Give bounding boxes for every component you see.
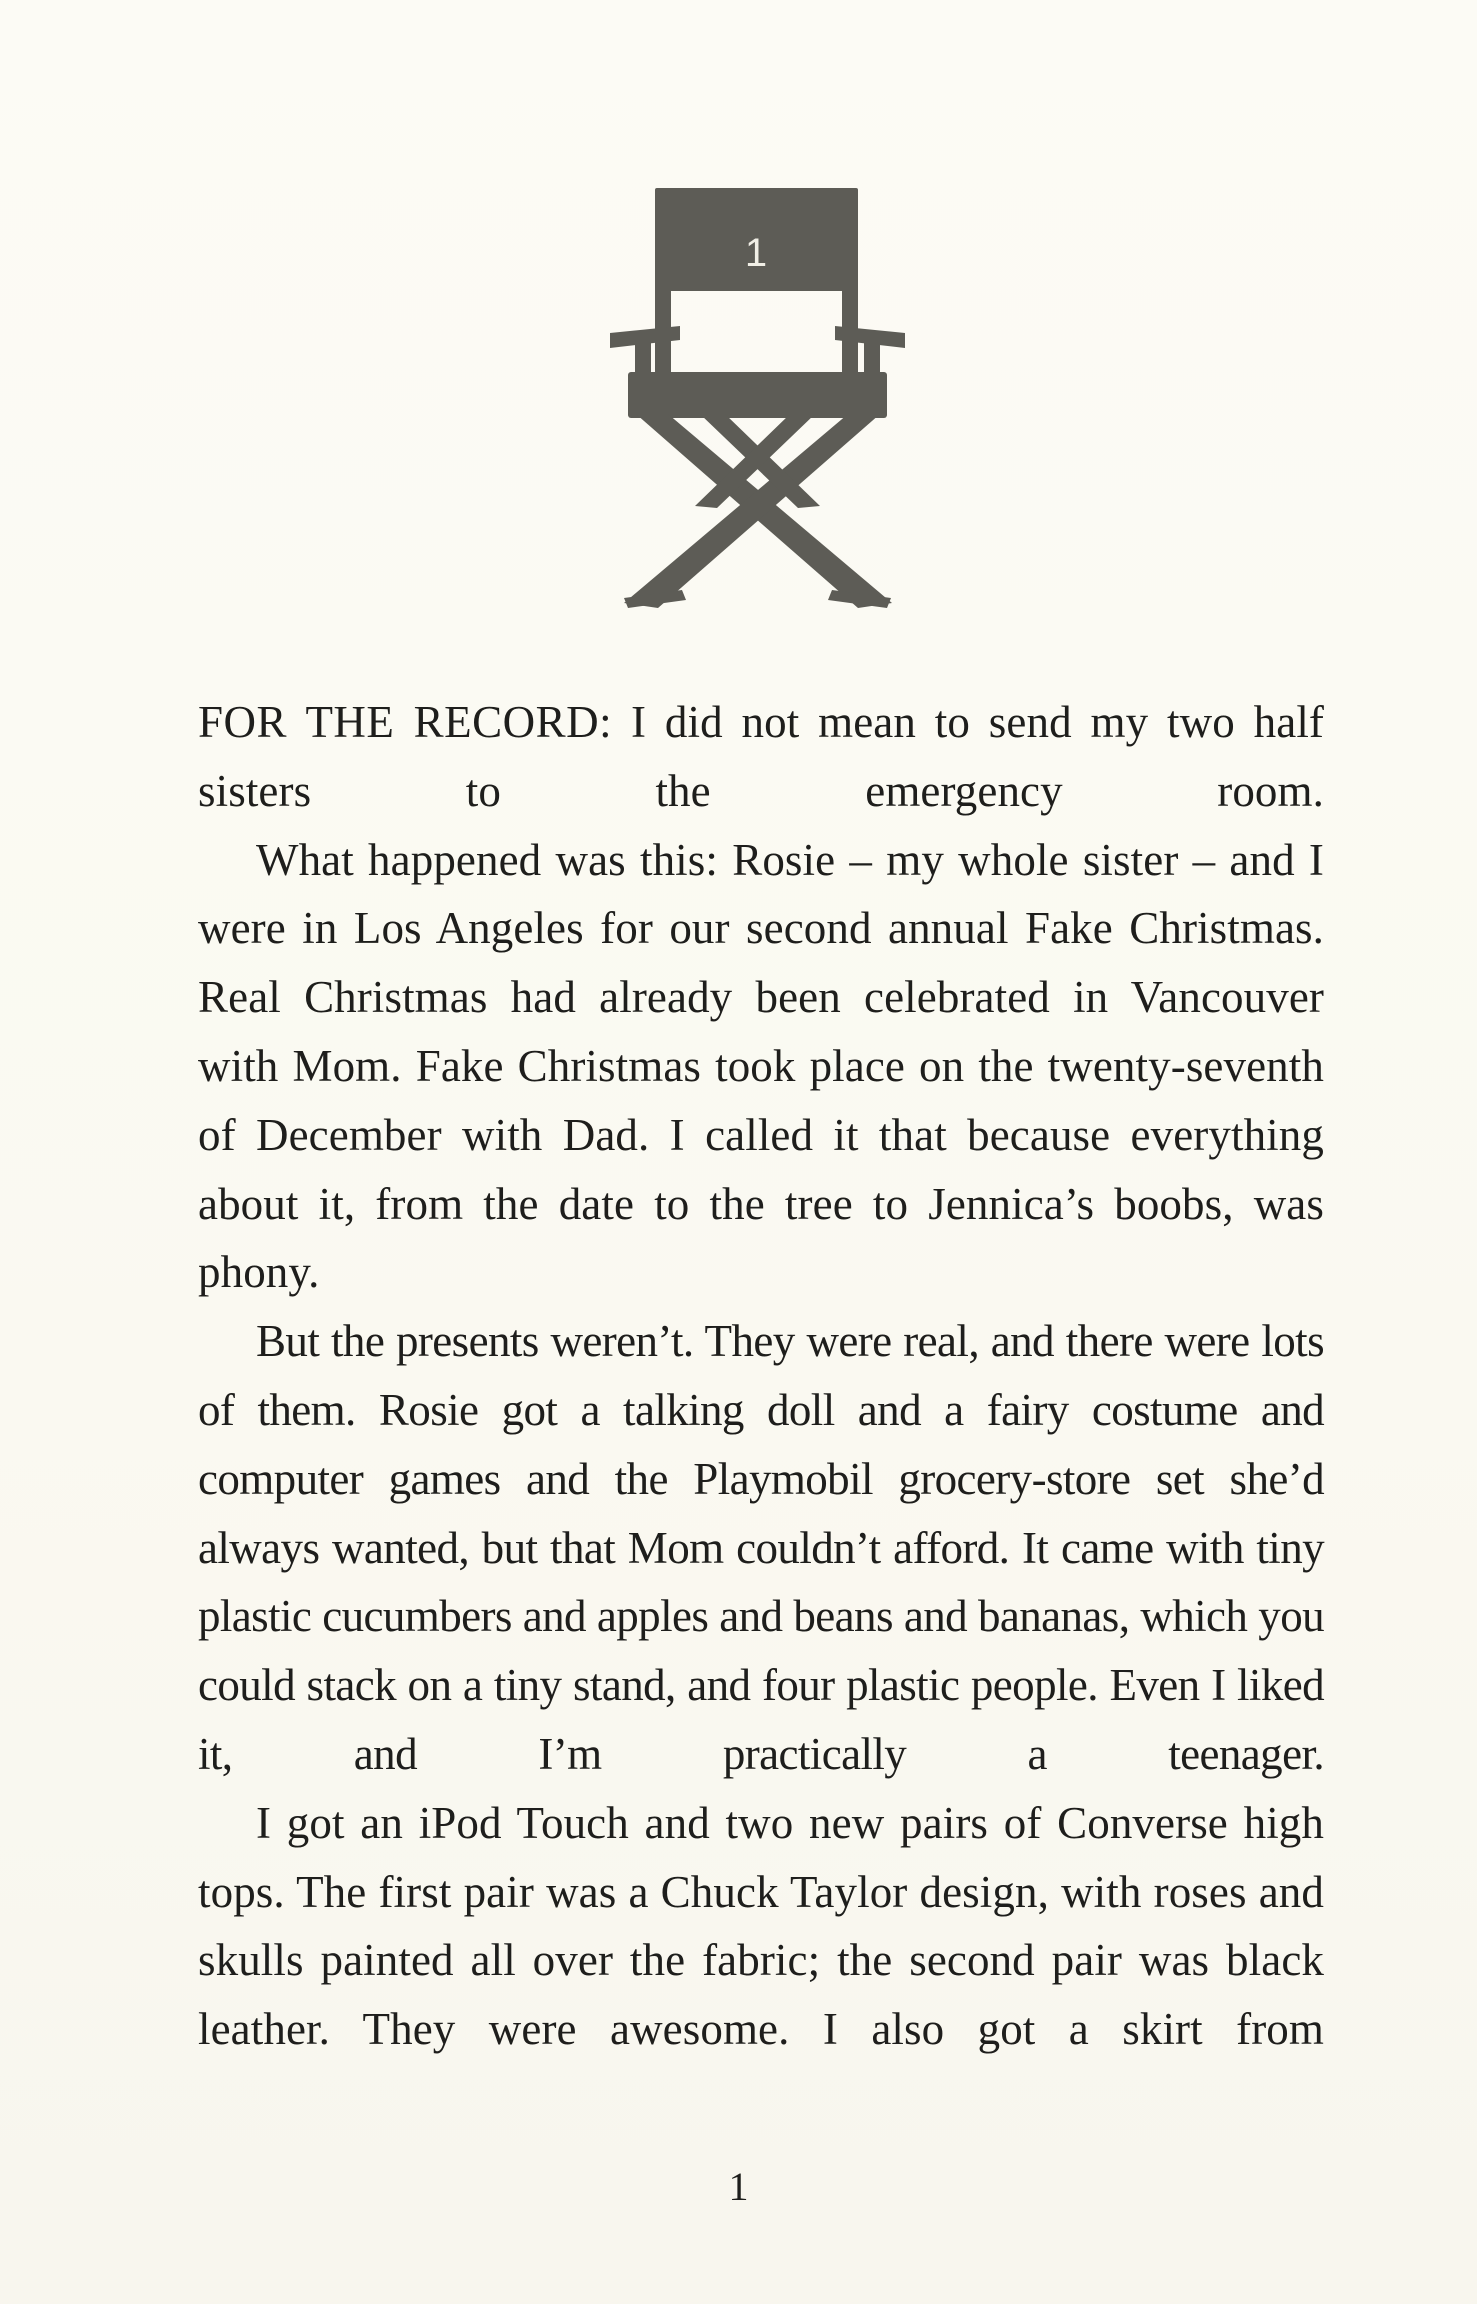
paragraph-1 <box>198 688 1324 826</box>
paragraph-lead-in: FOR THE RECORD: <box>198 697 613 747</box>
paragraph-3 <box>198 1307 1324 1789</box>
paragraph-4 <box>198 1789 1324 2064</box>
paragraph-text: But the presents weren’t. They were real, and there were lots of them. Rosie got a talking doll and a fairy costume and computer games and the Playmobil grocery-store set she’d always wanted, but that Mom couldn’t afford. It came with tiny plastic cucumbers and apples and beans and bananas, which you could stack on a tiny stand, and four plastic people. Even I liked it, and I’m practically a teenager. <box>198 1316 1324 1779</box>
paragraph-text: I got an iPod Touch and two new pairs of Converse high tops. The first pair was a Chuck Taylor design, with roses and skulls painted all over the fabric; the second pair was black leather. They were awesome. I also got a skirt from <box>198 1797 1324 2055</box>
paragraph-text: What happened was this: Rosie – my whole sister – and I were in Los Angeles for our second annual Fake Christmas. Real Christmas had already been celebrated in Vancouver with Mom. Fake Christmas took place on the twenty-seventh of December with Dad. I called it that because everything about it, from the date to the tree to Jennica’s boobs, was phony. <box>198 834 1324 1298</box>
chapter-body <box>198 688 1324 2064</box>
page-number: 1 <box>728 2164 749 2209</box>
directors-chair-icon <box>610 188 905 608</box>
chapter-number: 1 <box>744 231 768 275</box>
paragraph-2 <box>198 826 1324 1308</box>
paragraph-text: I did not mean to send my two half sisters to the emergency room. <box>198 697 1325 816</box>
